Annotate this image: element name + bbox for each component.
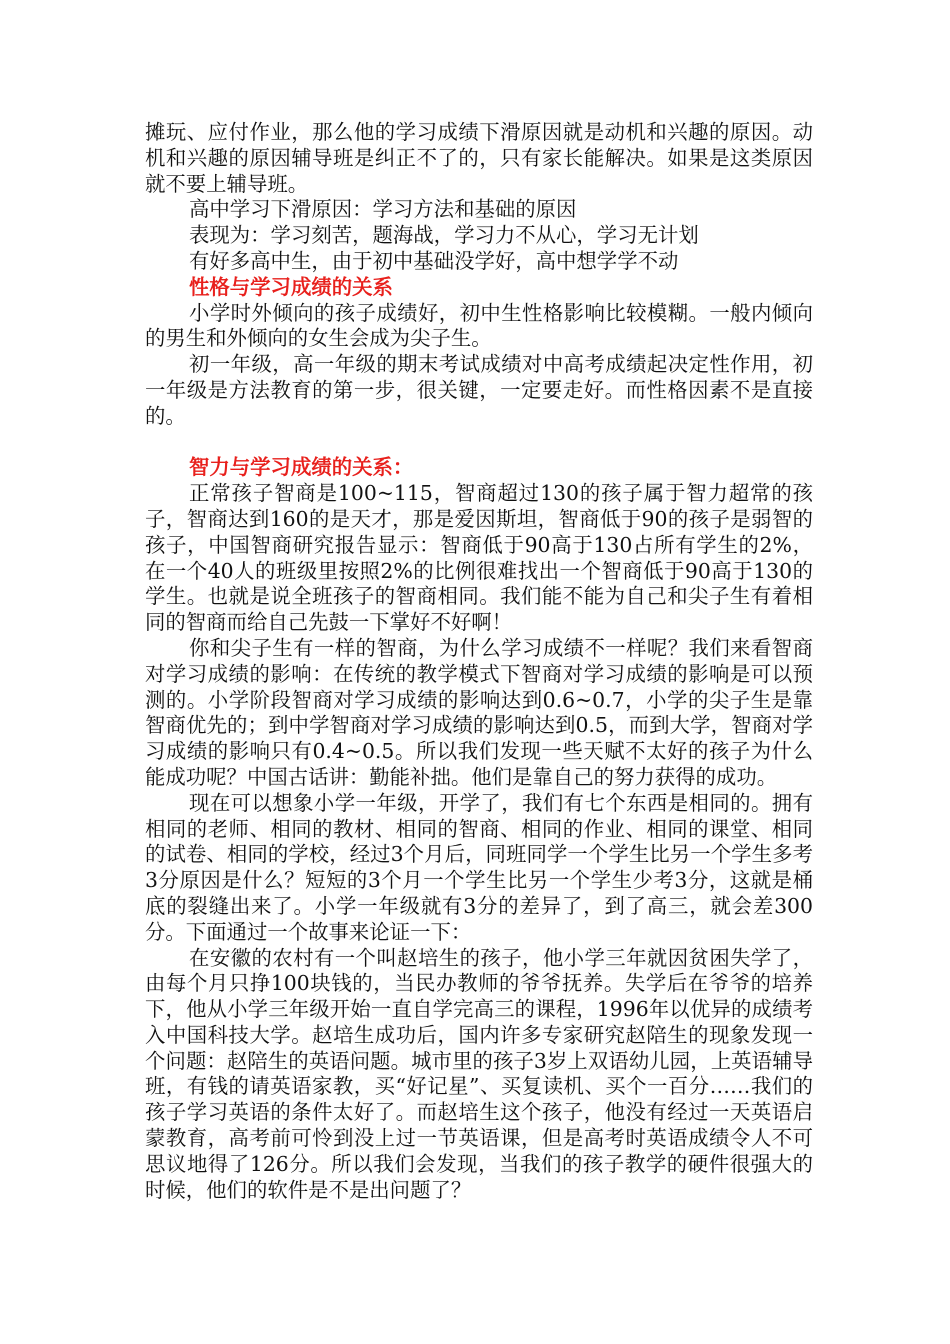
paragraph-personality-2: 初一年级，高一年级的期末考试成绩对中高考成绩起决定性作用，初一年级是方法教育的第一步，很关键，一定要走好。而性格因素不是直接的。 bbox=[145, 352, 813, 428]
paragraph-high-school-decline: 高中学习下滑原因：学习方法和基础的原因 bbox=[189, 197, 577, 222]
heading-personality: 性格与学习成绩的关系 bbox=[189, 274, 393, 299]
paragraph-first-grade: 现在可以想象小学一年级，开学了，我们有七个东西是相同的。拥有相同的老师、相同的教材、相同的智商、相同的作业、相同的课堂、相同的试卷、相同的学校，经过3个月后，同班同学一个学生比另一个学生多考3分原因是什么？短短的3个月一个学生比另一个学生少考3分，这就是桶底的裂缝出来了。小学一年级就有3分的差异了，到了高三，就会差300分。下面通过一个故事来论证一下： bbox=[145, 790, 813, 944]
paragraph-weak-foundation: 有好多高中生，由于初中基础没学好，高中想学学不动 bbox=[189, 248, 679, 273]
paragraph-iq-range: 正常孩子智商是100~115，智商超过130的孩子属于智力超常的孩子，智商达到160的是天才，那是爱因斯坦，智商低于90的孩子是弱智的孩子，中国智商研究报告显示：智商低于90高于130占所有学生的2%，在一个40人的班级里按照2%的比例很难找出一个智商低于90高于130的学生。也就是说全班孩子的智商相同。我们能不能为自己和尖子生有着相同的智商而给自己先鼓一下掌好不好啊！ bbox=[145, 481, 813, 635]
paragraph-personality-1: 小学时外倾向的孩子成绩好，初中生性格影响比较模糊。一般内倾向的男生和外倾向的女生会成为尖子生。 bbox=[145, 300, 813, 351]
blank-line bbox=[145, 430, 813, 456]
paragraph-dropout-causes: 摊玩、应付作业，那么他的学习成绩下滑原因就是动机和兴趣的原因。动机和兴趣的原因辅导班是纠正不了的，只有家长能解决。如果是这类原因就不要上辅导班。 bbox=[145, 120, 813, 196]
heading-intelligence: 智力与学习成绩的关系： bbox=[189, 455, 414, 480]
paragraph-symptoms: 表现为：学习刻苦，题海战，学习力不从心，学习无计划 bbox=[189, 223, 699, 248]
document-page bbox=[145, 120, 813, 1203]
paragraph-iq-influence: 你和尖子生有一样的智商，为什么学习成绩不一样呢？我们来看智商对学习成绩的影响：在传统的教学模式下智商对学习成绩的影响是可以预测的。小学阶段智商对学习成绩的影响达到0.6~0.7，小学的尖子生是靠智商优先的；到中学智商对学习成绩的影响达到0.5，而到大学，智商对学习成绩的影响只有0.4~0.5。所以我们发现一些天赋不太好的孩子为什么能成功呢？中国古话讲：勤能补拙。他们是靠自己的努力获得的成功。 bbox=[145, 635, 813, 789]
paragraph-zhao-peisheng-story: 在安徽的农村有一个叫赵培生的孩子，他小学三年就因贫困失学了，由每个月只挣100块钱的，当民办教师的爷爷抚养。失学后在爷爷的培养下，他从小学三年级开始一直自学完高三的课程，1996年以优异的成绩考入中国科技大学。赵培生成功后，国内许多专家研究赵陪生的现象发现一个问题：赵陪生的英语问题。城市里的孩子3岁上双语幼儿园，上英语辅导班，有钱的请英语家教，买“好记星”、买复读机、买个一百分……我们的孩子学习英语的条件太好了。而赵培生这个孩子，他没有经过一天英语启蒙教育，高考前可怜到没上过一节英语课，但是高考时英语成绩令人不可思议地得了126分。所以我们会发现，当我们的孩子教学的硬件很强大的时候，他们的软件是不是出问题了？ bbox=[145, 945, 813, 1202]
